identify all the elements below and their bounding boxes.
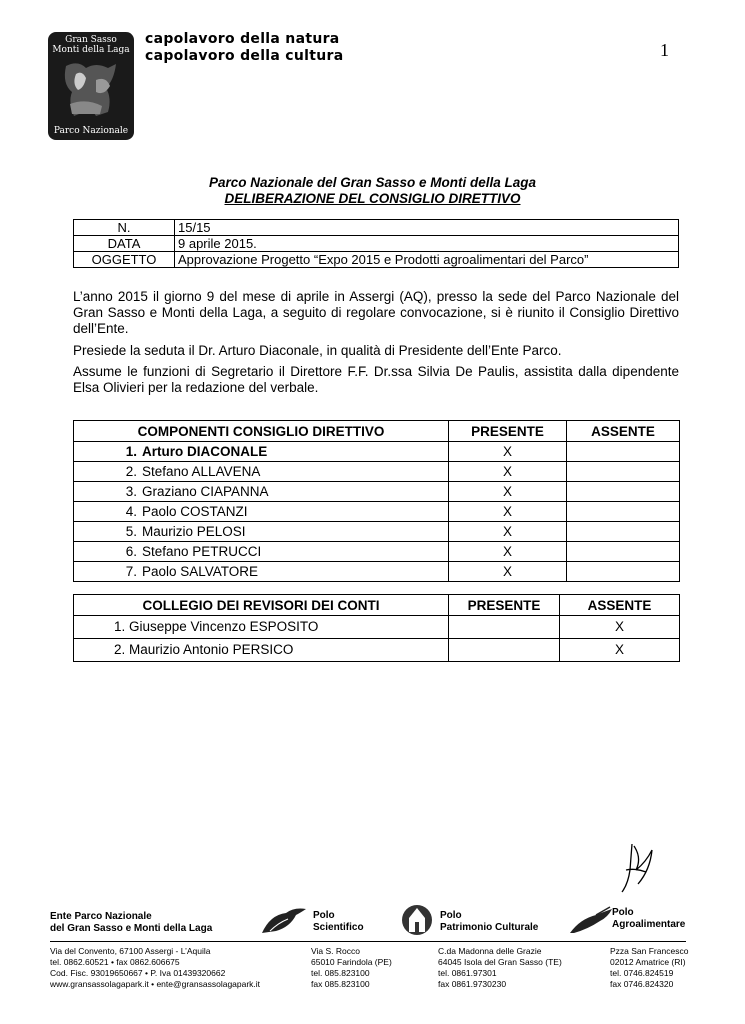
chamois-emblem-icon <box>56 58 126 122</box>
table-row <box>74 522 680 542</box>
polo-patrimonio-heading <box>440 910 538 934</box>
polo2-line-1: Polo <box>440 910 462 921</box>
auditor-name: 2. Maurizio Antonio PERSICO <box>74 639 449 662</box>
table-header-row <box>74 595 680 616</box>
member-name: Graziano CIAPANNA <box>142 484 269 499</box>
website-email-line: www.gransassolagapark.it • ente@gransassolagapark.it <box>50 979 261 989</box>
logo-text-top: Gran Sasso Monti della Laga <box>52 35 130 55</box>
header-absent: ASSENTE <box>560 595 680 616</box>
document-title <box>0 175 745 207</box>
present-mark: X <box>449 562 567 582</box>
church-icon <box>400 900 434 940</box>
address-line: tel. 0746.824519 <box>610 968 674 978</box>
address-line: Via S. Rocco <box>311 946 360 956</box>
footer-divider <box>50 941 686 942</box>
present-mark <box>449 616 560 639</box>
info-row <box>74 220 679 236</box>
info-value: 9 aprile 2015. <box>175 236 679 252</box>
page-number: 1 <box>660 40 669 60</box>
table-row <box>74 639 680 662</box>
present-mark <box>449 639 560 662</box>
org-address <box>50 946 260 990</box>
paragraph-meeting: L’anno 2015 il giorno 9 del mese di aprile in Assergi (AQ), presso la sede del Parco Nazionale del Gran Sasso e Monti della Laga, a seguito di regolare convocazione, si è riunito il Consiglio Direttivo dell’Ente. <box>73 289 679 336</box>
member-name: Maurizio PELOSI <box>142 524 246 539</box>
address-line: tel. 085.823100 <box>311 968 370 978</box>
member-name: Paolo SALVATORE <box>142 564 259 579</box>
polo1-line-2: Scientifico <box>313 922 364 933</box>
address-line: Via del Convento, 67100 Assergi - L’Aquila <box>50 946 211 956</box>
table-row <box>74 542 680 562</box>
info-key: N. <box>74 220 175 236</box>
info-key: OGGETTO <box>74 252 175 268</box>
table-row <box>74 502 680 522</box>
footer-org-heading <box>50 911 212 935</box>
address-line: Pzza San Francesco <box>610 946 689 956</box>
motto-line-2: capolavoro della cultura <box>145 48 344 64</box>
absent-mark: X <box>560 616 680 639</box>
address-line: 65010 Farindola (PE) <box>311 957 392 967</box>
member-number: 4. <box>125 504 137 519</box>
present-mark: X <box>449 462 567 482</box>
title-line-1: Parco Nazionale del Gran Sasso e Monti della Laga <box>208 175 537 190</box>
header-auditors: COLLEGIO DEI REVISORI DEI CONTI <box>74 595 449 616</box>
address-line: C.da Madonna delle Grazie <box>438 946 542 956</box>
header-absent: ASSENTE <box>567 421 680 442</box>
polo2-line-2: Patrimonio Culturale <box>440 922 539 933</box>
member-name: Paolo COSTANZI <box>142 504 248 519</box>
header-members: COMPONENTI CONSIGLIO DIRETTIVO <box>74 421 449 442</box>
absent-mark <box>567 502 680 522</box>
info-row <box>74 236 679 252</box>
member-number: 1. <box>125 444 137 459</box>
polo-agroalimentare-heading <box>612 907 685 931</box>
logo-text-bottom: Parco Nazionale <box>53 126 129 136</box>
present-mark: X <box>449 442 567 462</box>
address-line: fax 085.823100 <box>311 979 370 989</box>
motto <box>145 31 343 65</box>
table-row <box>74 482 680 502</box>
info-value: 15/15 <box>175 220 679 236</box>
absent-mark <box>567 462 680 482</box>
polo3-line-1: Polo <box>612 907 634 918</box>
address-line: fax 0861.9730230 <box>438 979 507 989</box>
present-mark: X <box>449 482 567 502</box>
polo-scientifico-heading <box>313 910 364 934</box>
table-row <box>74 562 680 582</box>
motto-line-1: capolavoro della natura <box>145 31 340 47</box>
present-mark: X <box>449 502 567 522</box>
auditors-attendance-table <box>73 594 680 662</box>
wheat-icon <box>566 905 614 937</box>
paragraph-secretary: Assume le funzioni di Segretario il Direttore F.F. Dr.ssa Silvia De Paulis, assistita dalla dipendente Elsa Olivieri per la redazione del verbale. <box>73 364 679 395</box>
address-line: 64045 Isola del Gran Sasso (TE) <box>438 957 562 967</box>
address-line: tel. 0862.60521 • fax 0862.606675 <box>50 957 180 967</box>
absent-mark: X <box>560 639 680 662</box>
absent-mark <box>567 562 680 582</box>
present-mark: X <box>449 542 567 562</box>
auditor-name: 1. Giuseppe Vincenzo ESPOSITO <box>74 616 449 639</box>
address-line: 02012 Amatrice (RI) <box>610 957 686 967</box>
org-line-2: del Gran Sasso e Monti della Laga <box>50 923 213 934</box>
polo2-address <box>438 946 562 990</box>
park-logo <box>48 32 134 140</box>
paragraph-president: Presiede la seduta il Dr. Arturo Diaconale, in qualità di Presidente dell’Ente Parco. <box>73 343 562 358</box>
address-line: tel. 0861.97301 <box>438 968 497 978</box>
member-name: Stefano PETRUCCI <box>142 544 262 559</box>
member-name: Stefano ALLAVENA <box>142 464 261 479</box>
address-line: Cod. Fisc. 93019650667 • P. Iva 01439320662 <box>50 968 226 978</box>
polo3-line-2: Agroalimentare <box>612 919 686 930</box>
polo3-address <box>610 946 688 990</box>
table-row <box>74 616 680 639</box>
info-value: Approvazione Progetto “Expo 2015 e Prodotti agroalimentari del Parco” <box>175 252 679 268</box>
present-mark: X <box>449 522 567 542</box>
board-attendance-table <box>73 420 680 582</box>
member-number: 6. <box>125 544 137 559</box>
header-present: PRESENTE <box>449 421 567 442</box>
header-present: PRESENTE <box>449 595 560 616</box>
member-number: 5. <box>125 524 137 539</box>
table-row <box>74 442 680 462</box>
absent-mark <box>567 542 680 562</box>
polo1-line-1: Polo <box>313 910 335 921</box>
info-row <box>74 252 679 268</box>
table-header-row <box>74 421 680 442</box>
info-key: DATA <box>74 236 175 252</box>
table-row <box>74 462 680 482</box>
address-line: fax 0746.824320 <box>610 979 674 989</box>
handwritten-signature <box>612 840 662 896</box>
polo1-address <box>311 946 392 990</box>
member-number: 3. <box>125 484 137 499</box>
org-line-1: Ente Parco Nazionale <box>50 911 152 922</box>
absent-mark <box>567 522 680 542</box>
title-line-2: DELIBERAZIONE DEL CONSIGLIO DIRETTIVO <box>224 191 521 206</box>
member-name: Arturo DIACONALE <box>142 444 268 459</box>
member-number: 2. <box>125 464 137 479</box>
member-number: 7. <box>125 564 137 579</box>
deliberation-info-table <box>73 219 679 268</box>
absent-mark <box>567 442 680 462</box>
absent-mark <box>567 482 680 502</box>
bird-icon <box>260 905 308 937</box>
